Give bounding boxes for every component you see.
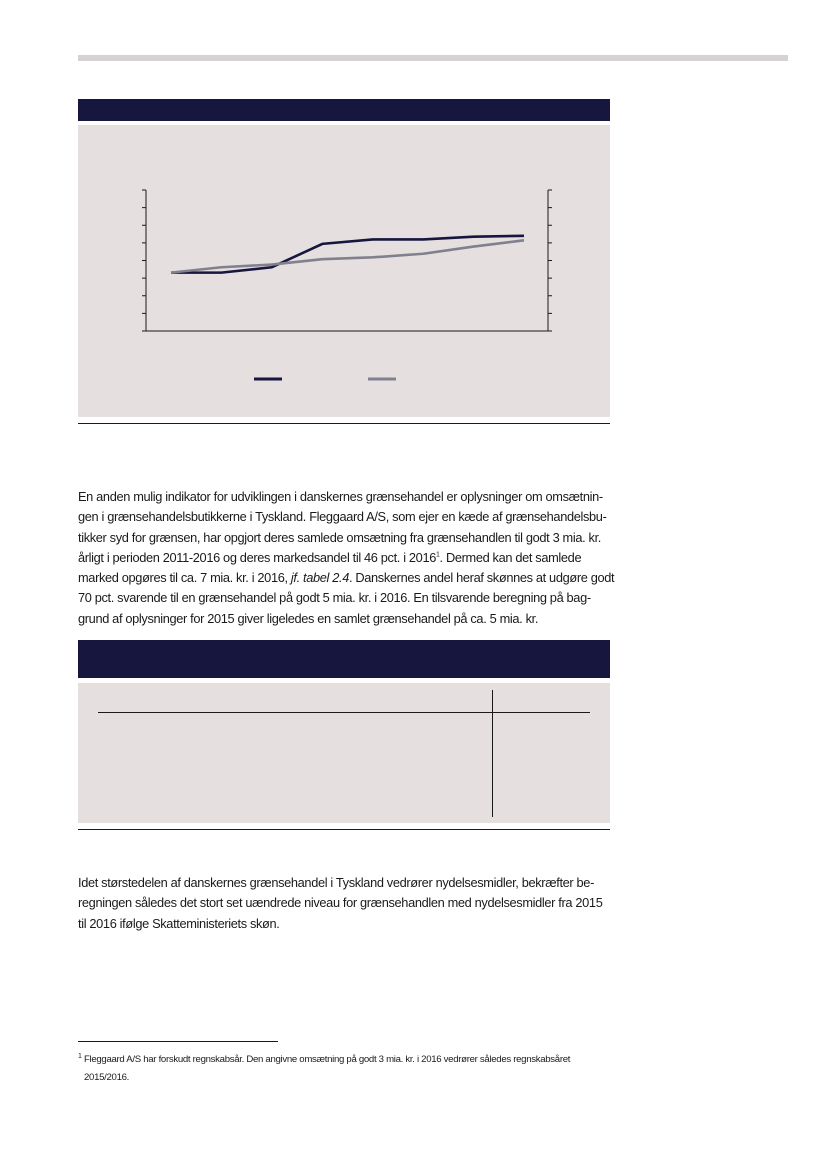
footnote-number: 1 (78, 1052, 82, 1060)
footnote-rule (78, 1041, 278, 1042)
text-line: til 2016 ifølge Skatteministeriets skøn. (78, 915, 280, 931)
text-line: tikker syd for grænsen, har opgjort deres samlede omsætning fra grænsehandlen til godt 3 mia. kr. (78, 529, 601, 545)
text-line: Idet størstedelen af danskernes grænsehandel i Tyskland vedrører nydelsesmidler, bekræfter be- (78, 875, 594, 890)
footnote (78, 1051, 618, 1087)
text-line: grund af oplysninger for 2015 giver ligeledes en samlet grænsehandel på ca. 5 mia. kr. (78, 610, 539, 626)
table-column-divider (492, 690, 493, 817)
table-panel (78, 683, 610, 823)
table-title-bar (78, 640, 610, 678)
text-line: gen i grænsehandelsbutikkerne i Tyskland. Fleggaard A/S, som ejer en kæde af grænsehandelsbu- (78, 509, 607, 525)
figure-panel (78, 125, 610, 417)
footnote-text-continued: 2015/2016. (84, 1072, 130, 1083)
table-header-rule (98, 712, 590, 713)
line-chart (78, 125, 610, 417)
text-line: 70 pct. svarende til en grænsehandel på godt 5 mia. kr. i 2016. En tilsvarende beregning på bag- (78, 590, 591, 606)
figure-title-bar (78, 99, 610, 121)
series-line-2 (171, 240, 524, 272)
figure-bottom-rule (78, 423, 610, 424)
text-line: marked opgøres til ca. 7 mia. kr. i 2016, (78, 570, 291, 586)
footnote-reference[interactable]: 1 (435, 551, 440, 559)
text-line: En anden mulig indikator for udviklingen i danskernes grænsehandel er oplysninger om omsætnin- (78, 489, 603, 504)
text-line: årligt i perioden 2011-2016 og deres markedsandel til 46 pct. i 2016 (78, 549, 436, 565)
text-line: . Danskernes andel heraf skønnes at udgøre godt (348, 570, 615, 586)
table-bottom-rule (78, 829, 610, 830)
body-paragraph-1 (78, 487, 618, 629)
text-line: regningen således det stort set uændrede niveau for grænsehandlen med nydelsesmidler fra 2015 (78, 895, 603, 911)
footnote-text: Fleggaard A/S har forskudt regnskabsår. Den angivne omsætning på godt 3 mia. kr. i 2016 vedrører således regnskabsåret (83, 1054, 571, 1065)
table-reference: jf. tabel 2.4 (290, 570, 349, 586)
header-rule (78, 55, 788, 61)
body-paragraph-2 (78, 873, 618, 934)
text-line: . Dermed kan det samlede (439, 549, 582, 565)
